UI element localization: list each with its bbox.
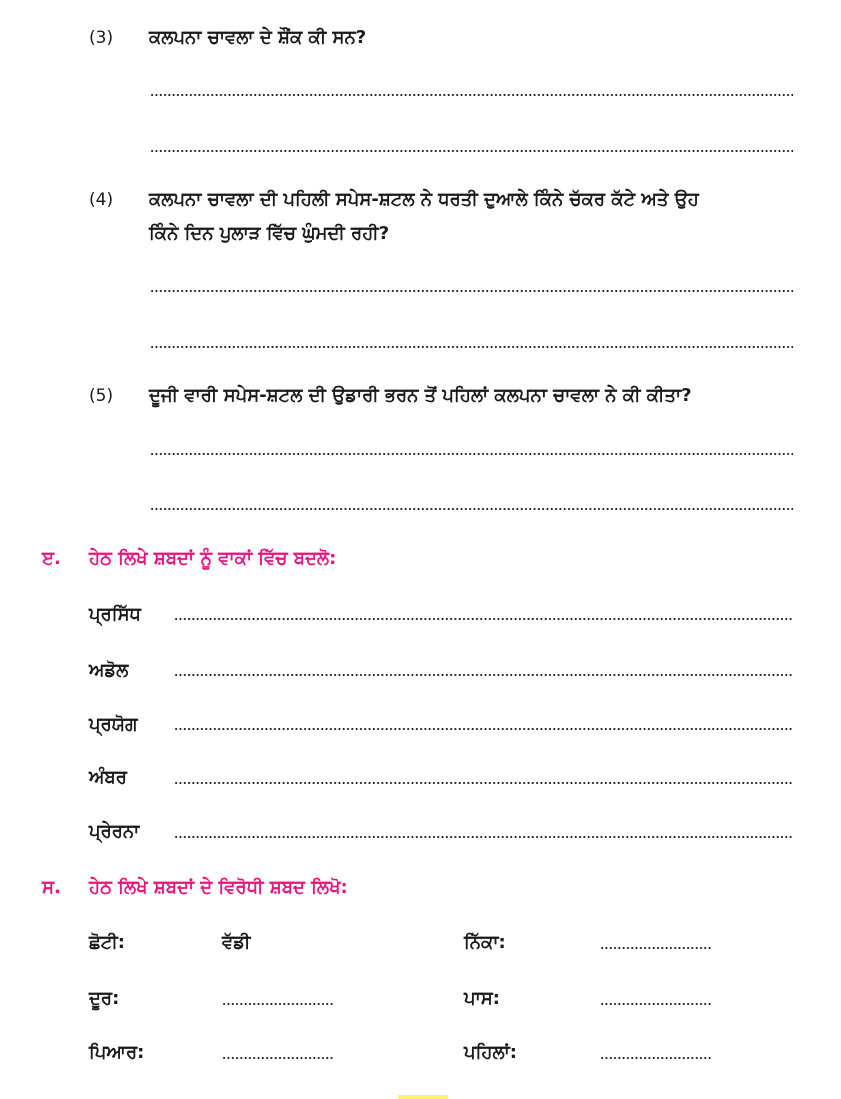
antonym-word: ਪਹਿਲਾਂ:: [464, 1042, 517, 1063]
antonym-blank[interactable]: [600, 1057, 712, 1059]
antonym-word: ਪਿਆਰ:: [89, 1042, 145, 1063]
question-3-text: ਕਲਪਨਾ ਚਾਵਲਾ ਦੇ ਸ਼ੌਂਕ ਕੀ ਸਨ?: [149, 27, 367, 48]
page-number-highlight: [398, 1095, 448, 1099]
antonym-blank[interactable]: [222, 1003, 334, 1005]
answer-line[interactable]: [150, 94, 793, 96]
section-e-label: ੲ.: [42, 548, 61, 569]
question-4-number: (4): [89, 190, 114, 210]
word-2: ਅਡੋਲ: [89, 660, 129, 681]
word-3: ਪ੍ਰਯੋਗ: [89, 714, 138, 735]
sentence-line[interactable]: [174, 728, 792, 730]
answer-line[interactable]: [150, 453, 793, 455]
sentence-line[interactable]: [174, 674, 792, 676]
sentence-line[interactable]: [174, 836, 792, 838]
section-e-title: ਹੇਠ ਲਿਖੇ ਸ਼ਬਦਾਂ ਨੂੰ ਵਾਕਾਂ ਵਿੱਚ ਬਦਲੋ:: [89, 548, 337, 569]
answer-line[interactable]: [150, 346, 793, 348]
question-5-number: (5): [89, 386, 114, 406]
antonym-blank[interactable]: [600, 1003, 712, 1005]
answer-line[interactable]: [150, 290, 793, 292]
question-4-text-line1: ਕਲਪਨਾ ਚਾਵਲਾ ਦੀ ਪਹਿਲੀ ਸਪੇਸ-ਸ਼ਟਲ ਨੇ ਧਰਤੀ ਦੁਆਲੇ ਕਿੰਨੇ ਚੱਕਰ ਕੱਟੇ ਅਤੇ ਉਹ: [149, 189, 699, 210]
answer-line[interactable]: [150, 150, 793, 152]
antonym-answer: ਵੱਡੀ: [222, 932, 251, 953]
question-5-text: ਦੂਜੀ ਵਾਰੀ ਸਪੇਸ-ਸ਼ਟਲ ਦੀ ਉਡਾਰੀ ਭਰਨ ਤੋਂ ਪਹਿਲਾਂ ਕਲਪਨਾ ਚਾਵਲਾ ਨੇ ਕੀ ਕੀਤਾ?: [149, 385, 692, 406]
word-5: ਪ੍ਰੇਰਨਾ: [89, 821, 140, 842]
antonym-word: ਪਾਸ:: [464, 988, 500, 1009]
antonym-word: ਛੋਟੀ:: [89, 932, 125, 953]
antonym-word: ਦੂਰ:: [89, 988, 120, 1009]
question-3-number: (3): [89, 28, 114, 48]
sentence-line[interactable]: [174, 782, 792, 784]
antonym-blank[interactable]: [222, 1057, 334, 1059]
antonym-word: ਨਿੱਕਾ:: [464, 932, 506, 953]
section-s-title: ਹੇਠ ਲਿਖੇ ਸ਼ਬਦਾਂ ਦੇ ਵਿਰੋਧੀ ਸ਼ਬਦ ਲਿਖੋ:: [89, 877, 348, 898]
sentence-line[interactable]: [174, 618, 792, 620]
word-4: ਅੰਬਰ: [89, 767, 127, 788]
word-1: ਪ੍ਰਸਿੱਧ: [89, 604, 141, 625]
question-4-text-line2: ਕਿੰਨੇ ਦਿਨ ਪੁਲਾੜ ਵਿੱਚ ਘੁੰਮਦੀ ਰਹੀ?: [149, 223, 390, 244]
section-s-label: ਸ.: [42, 877, 61, 898]
antonym-blank[interactable]: [600, 947, 712, 949]
answer-line[interactable]: [150, 508, 793, 510]
